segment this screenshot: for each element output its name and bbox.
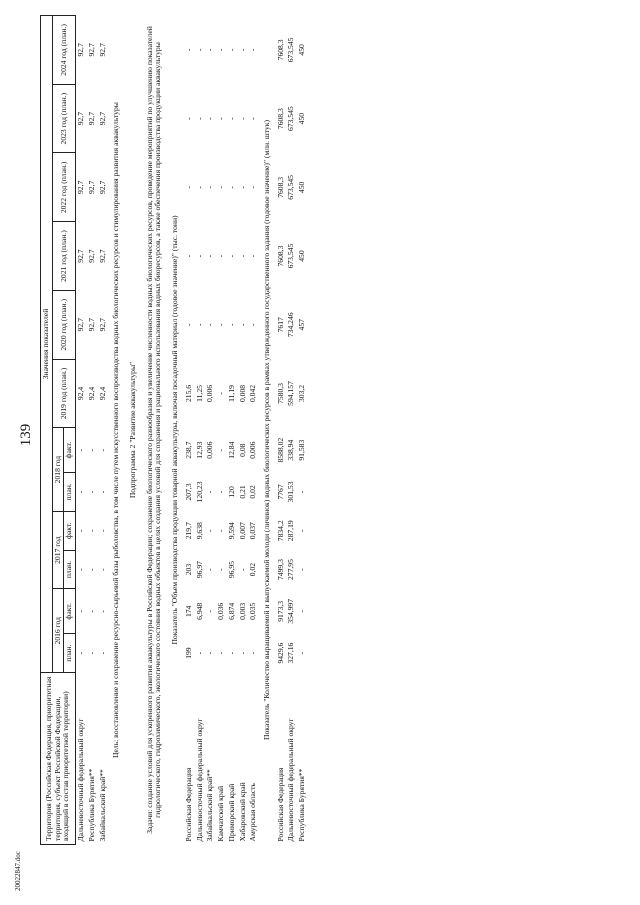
value-cell: - [216, 651, 226, 655]
table-row [238, 16, 249, 845]
value-cell: 11,25 [194, 385, 204, 402]
value-cell: 92,7 [97, 180, 107, 194]
fact-header: факт. [64, 428, 76, 473]
year-2022-header: 2022 год (план.) [52, 153, 75, 222]
value-cell: - [297, 568, 307, 571]
table-row [297, 16, 308, 845]
value-cell: - [194, 323, 204, 327]
value-cell: 673,545 [286, 243, 296, 269]
value-cell: 92,7 [76, 112, 86, 126]
value-cell: 277,95 [286, 559, 296, 581]
territory-name: Республика Бурятия** [297, 768, 307, 842]
value-cell: 0,006 [205, 441, 215, 459]
value-cell: 207,3 [183, 483, 193, 501]
value-cell: - [194, 254, 204, 258]
value-cell: 450 [297, 112, 307, 125]
value-cell: 7608,3 [275, 245, 285, 267]
value-cell: 0,008 [237, 384, 247, 403]
value-cell: - [76, 529, 86, 533]
value-cell: 0,02 [248, 485, 258, 499]
value-cell: - [226, 254, 236, 258]
table-row [248, 16, 259, 845]
indicators-table [40, 15, 308, 845]
value-cell: - [237, 186, 247, 189]
table-row [195, 16, 206, 845]
value-cell: 96,95 [226, 561, 236, 579]
table-row [216, 16, 227, 845]
value-cell: 0,036 [216, 602, 226, 620]
value-cell: - [216, 186, 226, 189]
value-cell: 92,7 [76, 249, 86, 263]
year-2018-header: 2018 год [52, 428, 64, 512]
year-2023-header: 2023 год (план.) [52, 84, 75, 153]
value-cell: - [205, 651, 215, 655]
table-row [76, 16, 87, 845]
value-cell: 92,7 [86, 43, 96, 57]
value-cell: 92,7 [76, 180, 86, 194]
tasks-text: Задачи: создание условий для ускоренного развития аквакультуры в Российской Федерации; сохранение биологического разнообразия и увеличение численности водных биологических ресурсов, проведение мероприятий по улучшению показателей гидрологического, гидрохимического, экологического состояния водных объектов в целях создания условий для сохранения и рационального использования водных биоресурсов, а также обеспечения производства продукции аквакультуры [144, 26, 163, 834]
block1-body [76, 16, 109, 845]
value-cell: 92,7 [97, 249, 107, 263]
value-cell: 92,7 [86, 318, 96, 332]
value-cell: - [76, 568, 86, 571]
value-cell: - [205, 323, 215, 327]
value-cell: 0,042 [248, 384, 258, 403]
value-cell: - [297, 651, 307, 655]
value-cell: - [86, 448, 96, 452]
value-cell: 96,97 [194, 561, 204, 579]
value-cell: 92,7 [86, 249, 96, 263]
value-cell: - [205, 117, 215, 120]
value-cell: 450 [297, 250, 307, 262]
value-cell: 7608,3 [275, 39, 285, 61]
value-cell: - [205, 529, 215, 533]
value-cell: 0,006 [248, 441, 258, 459]
value-cell: 0,037 [248, 522, 258, 540]
value-cell: - [237, 568, 247, 571]
value-cell: - [248, 117, 258, 120]
value-cell: - [183, 254, 193, 258]
value-cell: - [183, 117, 193, 120]
value-cell: - [237, 117, 247, 120]
value-cell: 7608,3 [275, 108, 285, 130]
plan-header: план. [64, 634, 76, 673]
value-cell: - [97, 610, 107, 613]
value-cell: - [76, 490, 86, 494]
value-cell: - [237, 651, 247, 655]
value-cell: - [226, 48, 236, 52]
value-cell: - [248, 323, 258, 327]
value-cell: 7499,3 [275, 559, 285, 581]
value-cell: 9,594 [226, 522, 236, 540]
plan-header: план. [64, 473, 76, 512]
value-cell: - [226, 323, 236, 327]
value-cell: - [97, 490, 107, 494]
year-2017-header: 2017 год [52, 511, 64, 589]
table-row [227, 16, 238, 845]
year-2024-header: 2024 год (план.) [52, 16, 75, 85]
value-cell: 0,003 [237, 602, 247, 620]
territory-name: Российская Федерация [183, 767, 193, 842]
value-cell: - [97, 568, 107, 571]
fact-header: факт. [64, 511, 76, 550]
value-cell: - [226, 117, 236, 120]
territory-name: Хабаровский край [237, 782, 247, 842]
indicator-aquaculture-title: Показатель "Объем производства продукции товарной аквакультуры, включая посадочный материал (годовое значение)" (тыс. тонн) [170, 215, 180, 645]
value-cell: 92,7 [76, 43, 86, 57]
value-cell: 199 [183, 647, 193, 659]
value-cell: 7580,3 [275, 383, 285, 404]
value-cell: 301,53 [286, 481, 296, 503]
value-cell: - [248, 186, 258, 189]
value-cell: 0,006 [205, 384, 215, 403]
plan-header: план. [64, 550, 76, 589]
value-cell: 92,4 [86, 386, 96, 401]
value-cell: 6,948 [194, 602, 204, 620]
value-cell: 9429,6 [275, 642, 285, 664]
value-cell: - [205, 48, 215, 52]
value-cell: - [216, 568, 226, 571]
block3-body [276, 16, 308, 845]
territory-name: Дальневосточный федеральный округ [286, 718, 296, 842]
value-cell: - [216, 529, 226, 533]
value-cell: - [205, 490, 215, 494]
value-cell: - [248, 254, 258, 258]
value-cell: 287,19 [286, 520, 296, 542]
goal-section [108, 16, 184, 845]
value-cell: - [86, 610, 96, 613]
table-row [205, 16, 216, 845]
value-cell: 120,23 [194, 481, 204, 503]
value-cell: 734,246 [286, 312, 296, 338]
value-cell: 673,545 [286, 37, 296, 63]
value-cell: 92,7 [76, 318, 86, 332]
value-cell: 11,19 [226, 385, 236, 402]
value-cell: 8588,02 [275, 437, 285, 463]
value-cell: - [183, 323, 193, 327]
value-cell: 92,7 [97, 43, 107, 57]
territory-name: Дальневосточный федеральный округ [194, 718, 204, 842]
value-cell: 450 [297, 181, 307, 194]
block2-body [184, 16, 259, 845]
value-cell: - [194, 651, 204, 655]
value-cell: - [297, 490, 307, 494]
value-cell: - [194, 48, 204, 52]
year-2016-header: 2016 год [52, 589, 64, 673]
territory-name: Дальневосточный федеральный округ [76, 718, 86, 842]
value-cell: - [216, 254, 226, 258]
value-cell: - [194, 186, 204, 189]
territory-name: Забайкальский край** [97, 769, 107, 842]
value-cell: - [183, 186, 193, 189]
value-cell: - [97, 448, 107, 452]
value-cell: - [86, 568, 96, 571]
table-header [41, 16, 76, 845]
table-row [87, 16, 98, 845]
value-cell: 594,157 [286, 381, 296, 406]
table-row [184, 16, 195, 845]
goal-text: Цель: восстановление и сохранение ресурсно-сырьевой базы рыболовства, в том числе путем искусственного воспроизводства водных биологических ресурсов и стимулирования развития аквакультуры [111, 102, 121, 758]
value-cell: - [248, 48, 258, 52]
value-cell: 327,16 [286, 642, 296, 664]
territory-name: Забайкальский край** [205, 769, 215, 842]
value-cell: 354,997 [286, 598, 296, 624]
value-cell: 457 [297, 319, 307, 331]
subprogram-title: Подпрограмма 2 "Развитие аквакультуры" [128, 361, 138, 499]
value-cell: 12,84 [226, 441, 236, 459]
value-cell: - [97, 651, 107, 655]
value-cell: 7617 [275, 317, 285, 333]
value-cell: 0,21 [237, 485, 247, 499]
value-cell: 7834,2 [275, 520, 285, 542]
value-cell: 303,2 [297, 384, 307, 403]
territory-name: Приморский край [226, 783, 236, 842]
territory-name: Российская Федерация [275, 767, 285, 842]
value-cell: - [205, 568, 215, 571]
value-cell: - [216, 48, 226, 52]
value-cell: - [97, 529, 107, 533]
values-header: Значения показателей [41, 16, 53, 673]
value-cell: - [76, 610, 86, 613]
value-cell: 673,545 [286, 106, 296, 131]
value-cell: - [248, 651, 258, 655]
value-cell: 120 [226, 486, 236, 498]
value-cell: 92,4 [76, 386, 86, 401]
territory-name: Республика Бурятия** [86, 768, 96, 842]
territory-header: Территория (Российская Федерация, приоритетная территория, субъект Российской Федерации, входящий в состав приоритетной территории) [41, 673, 76, 845]
value-cell: - [216, 448, 226, 452]
value-cell: 92,7 [86, 112, 96, 126]
value-cell: - [237, 323, 247, 327]
value-cell: - [76, 651, 86, 655]
indicator2-section [259, 16, 276, 845]
value-cell: 9173,3 [275, 600, 285, 622]
value-cell: - [237, 48, 247, 52]
value-cell: - [183, 48, 193, 52]
value-cell: - [194, 117, 204, 120]
value-cell: 174 [183, 605, 193, 618]
fact-header: факт. [64, 589, 76, 634]
value-cell: 450 [297, 44, 307, 56]
table-row [276, 16, 287, 845]
value-cell: - [216, 392, 226, 395]
value-cell: 0,035 [248, 602, 258, 620]
value-cell: 238,7 [183, 441, 193, 459]
value-cell: - [297, 529, 307, 533]
value-cell: 92,7 [97, 112, 107, 126]
territory-name: Амурская область [248, 783, 258, 842]
value-cell: 92,7 [86, 180, 96, 194]
value-cell: 215,6 [183, 384, 193, 403]
value-cell: - [205, 186, 215, 189]
value-cell: 9,638 [194, 522, 204, 540]
value-cell: 6,874 [226, 602, 236, 620]
value-cell: - [297, 610, 307, 613]
value-cell: 12,93 [194, 441, 204, 459]
value-cell: - [216, 117, 226, 120]
value-cell: 219,7 [183, 522, 193, 540]
year-2020-header: 2020 год (план.) [52, 290, 75, 359]
indicator-juveniles-title: Показатель "Количество выращиваемой и выпускаемой молоди (личинок) водных биологических ресурсов в рамках утвержденного государственного задания (годовое значение)" (млн. штук) [261, 120, 271, 740]
value-cell: 92,4 [97, 386, 107, 401]
value-cell: - [226, 186, 236, 189]
value-cell: - [237, 254, 247, 258]
value-cell: 338,94 [286, 439, 296, 461]
value-cell: 7767 [275, 484, 285, 500]
value-cell: 203 [183, 563, 193, 576]
territory-name: Камчатский край [216, 785, 226, 842]
value-cell: 7608,3 [275, 176, 285, 198]
page-number: 139 [18, 423, 34, 447]
year-2021-header: 2021 год (план.) [52, 222, 75, 291]
value-cell: 0,08 [237, 443, 247, 457]
value-cell: - [216, 323, 226, 327]
value-cell: - [76, 448, 86, 452]
table-row [286, 16, 297, 845]
value-cell: 91,583 [297, 439, 307, 461]
value-cell: 0,02 [248, 562, 258, 577]
file-name: 20022847.doc [14, 851, 22, 891]
value-cell: 0,007 [237, 522, 247, 540]
year-2019-header: 2019 год (план.) [52, 359, 75, 428]
value-cell: 673,545 [286, 175, 296, 200]
value-cell: - [205, 610, 215, 613]
value-cell: - [86, 490, 96, 494]
value-cell: - [226, 651, 236, 655]
table-row [98, 16, 109, 845]
value-cell: - [86, 651, 96, 655]
value-cell: - [205, 254, 215, 258]
value-cell: - [86, 529, 96, 533]
value-cell: 92,7 [97, 318, 107, 332]
value-cell: - [216, 490, 226, 494]
